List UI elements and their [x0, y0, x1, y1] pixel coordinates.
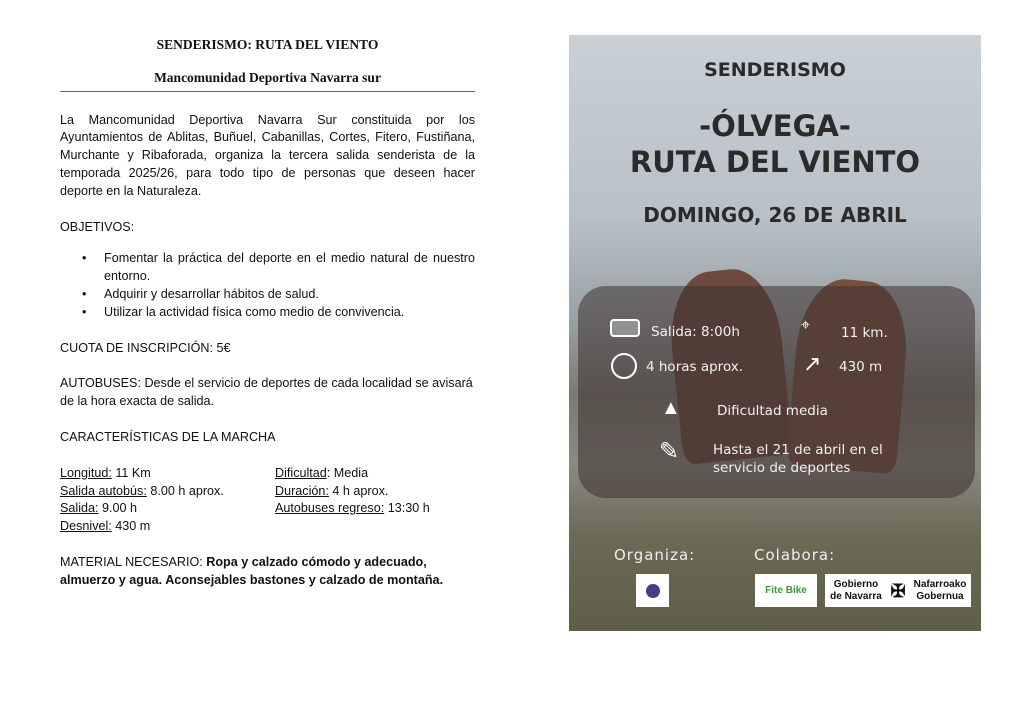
spec-item: Dificultad: Media	[275, 465, 369, 480]
mountain-icon: ▲	[661, 397, 681, 419]
spec-item: Autobuses regreso: 13:30 h	[275, 501, 430, 516]
info-text-column	[60, 36, 475, 590]
route-pin-icon: ⌖	[801, 317, 811, 334]
material-text: MATERIAL NECESARIO: Ropa y calzado cómodo y adecuado, almuerzo y agua. Aconsejables bastones y calzado de montaña.	[60, 554, 444, 587]
clock-icon	[611, 353, 637, 379]
bus-text: AUTOBUSES: Desde el servicio de deportes de cada localidad se avisará de la hora exacta de salida.	[60, 376, 473, 409]
spec-item: Duración: 4 h aprox.	[275, 483, 389, 498]
distance-text: 11 km.	[841, 325, 888, 341]
fee-text: CUOTA DE INSCRIPCIÓN: 5€	[60, 340, 231, 355]
characteristics-heading: CARACTERÍSTICAS DE LA MARCHA	[60, 429, 276, 444]
pencil-icon: ✎	[659, 438, 680, 465]
specs-grid	[60, 465, 475, 536]
departure-text: Salida: 8:00h	[651, 324, 740, 340]
organizer-logo	[636, 574, 669, 607]
list-item: • Utilizar la actividad física como medio de convivencia.	[104, 304, 475, 322]
poster-heading-ruta: RUTA DEL VIENTO	[629, 145, 921, 179]
elevation-text: 430 m	[839, 359, 883, 375]
event-poster	[569, 35, 981, 631]
list-item: • Adquirir y desarrollar hábitos de salud.	[104, 286, 475, 304]
document-subtitle: Mancomunidad Deportiva Navarra sur	[60, 69, 475, 92]
colabora-label: Colabora:	[754, 546, 836, 564]
spec-item: Salida autobús: 8.00 h aprox.	[60, 483, 224, 498]
spec-item: Desnivel: 430 m	[60, 519, 151, 534]
objectives-list	[104, 250, 475, 321]
poster-heading-olvega: -ÓLVEGA-	[699, 109, 851, 143]
bus-icon	[610, 319, 640, 337]
registration-text: Hasta el 21 de abril en el servicio de deportes	[713, 442, 883, 476]
spec-item: Salida: 9.00 h	[60, 501, 138, 516]
duration-text: 4 horas aprox.	[646, 359, 744, 375]
document-title: SENDERISMO: RUTA DEL VIENTO	[156, 37, 379, 52]
organiza-label: Organiza:	[614, 546, 696, 564]
poster-heading-senderismo: SENDERISMO	[704, 59, 846, 81]
objectives-heading: OBJETIVOS:	[60, 219, 135, 234]
list-item: • Fomentar la práctica del deporte en el medio natural de nuestro entorno.	[104, 250, 475, 286]
intro-paragraph: La Mancomunidad Deportiva Navarra Sur constituida por los Ayuntamientos de Ablitas, Buñuel, Cabanillas, Cortes, Fitero, Fustiñana, Murchante y Ribaforada, organiza la tercera salida senderista de la temporada 2025/26, para todo tipo de personas que deseen hacer deporte en la Naturaleza.	[60, 112, 475, 198]
poster-date: DOMINGO, 26 DE ABRIL	[643, 203, 907, 227]
spec-item: Longitud: 11 Km	[60, 465, 151, 480]
ascent-arrow-icon: ↗	[803, 351, 822, 376]
difficulty-text: Dificultad media	[717, 403, 828, 419]
gobierno-navarra-logo: Gobierno de Navarra ✠ Nafarroako Gobernua	[825, 574, 971, 607]
fite-bike-logo: Fite Bike	[755, 574, 817, 607]
